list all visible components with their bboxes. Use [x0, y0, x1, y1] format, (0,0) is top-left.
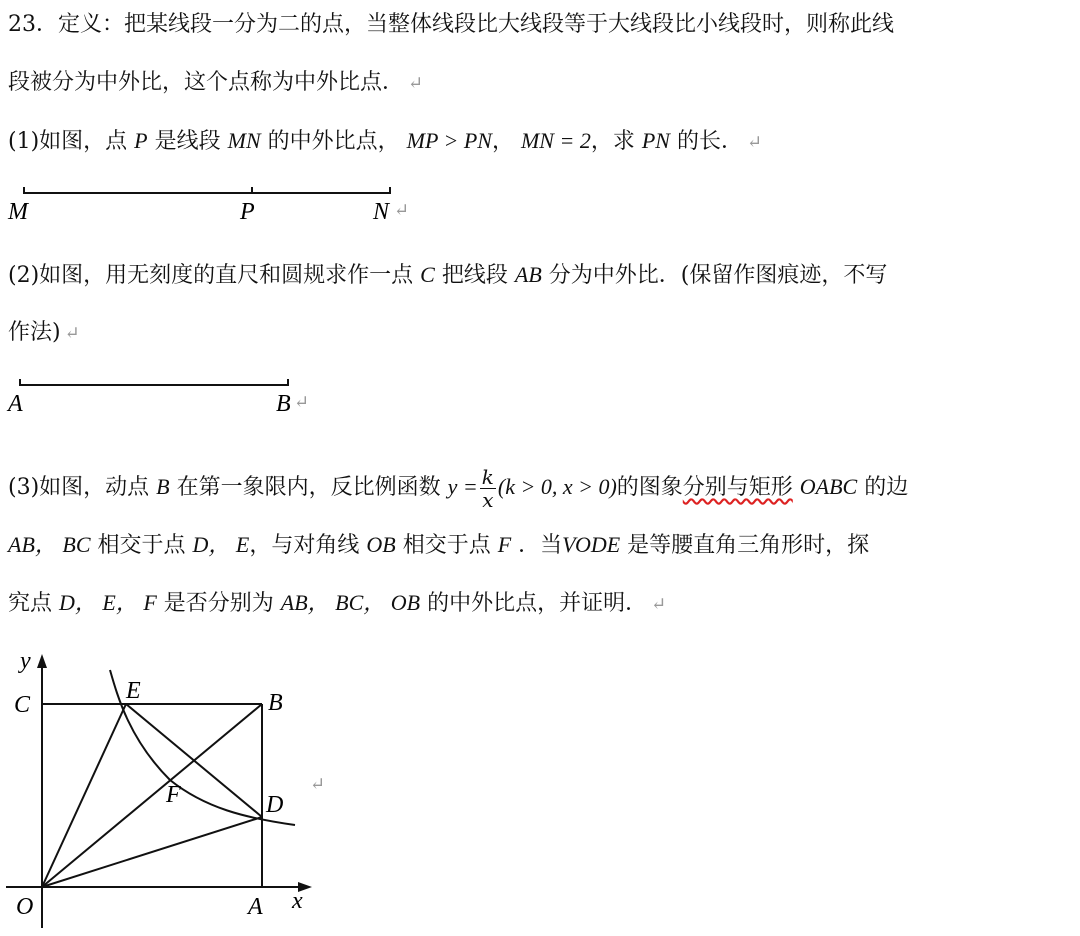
part3-line-1: (3)如图，动点 B 在第一象限内，反比例函数 y = $\frac{k}{x}$ (k > 0, x > 0)的图象分别与矩形 OABC 的边: [8, 464, 909, 512]
math-AB-BC-OB: AB， BC， OB: [280, 590, 421, 615]
part1-line: (1)如图，点 P 是线段 MN 的中外比点， MP > PN， MN = 2，求 PN 的长． ↵: [8, 128, 763, 154]
part3-line-3: 究点 D， E， F 是否分别为 AB， BC， OB 的中外比点，并证明． ↵: [8, 590, 667, 616]
math-MN: MN: [227, 128, 261, 153]
math-F: F: [497, 532, 512, 557]
return-icon: ↵: [294, 392, 310, 412]
return-icon: ↵: [408, 73, 424, 94]
math-P: P: [134, 128, 148, 153]
label-O: O: [16, 894, 34, 920]
part2-line-2: 作法) ↵: [8, 320, 80, 345]
return-icon: ↵: [394, 200, 410, 220]
part3-line-2: AB， BC 相交于点 D， E，与对角线 OB 相交于点 F ．当VODE 是等腰直角三角形时，探: [8, 532, 870, 558]
math-PN: PN: [641, 128, 670, 153]
part2-line-1: (2)如图，用无刻度的直尺和圆规求作一点 C 把线段 AB 分为中外比．(保留作图痕迹，不写: [8, 262, 888, 288]
math-condition: (k > 0, x > 0): [497, 474, 617, 499]
figure-segment-AB: [0, 372, 340, 422]
y-axis-arrow-icon: [37, 654, 47, 668]
label-x: x: [292, 888, 303, 914]
return-icon: ↵: [651, 594, 667, 615]
fraction-k-over-x: $\frac{k}{x}$: [481, 464, 494, 512]
label-E: E: [126, 678, 141, 704]
label-D: D: [266, 792, 284, 818]
math-D-E: D， E: [192, 532, 250, 557]
math-MP-gt-PN: MP > PN: [406, 128, 492, 153]
segment-OE: [42, 704, 126, 887]
figure-coordinate-rectangle: [0, 640, 360, 930]
figure-segment-MN: [0, 180, 440, 230]
math-y-eq: y =: [447, 474, 478, 499]
label-B: B: [268, 690, 283, 716]
label-N: N: [373, 199, 390, 225]
math-OABC: OABC: [799, 474, 858, 499]
math-VODE: VODE: [562, 532, 621, 557]
label-M: M: [8, 199, 28, 225]
label-C: C: [14, 692, 31, 718]
math-C: C: [420, 262, 435, 287]
math-AB-BC: AB， BC: [8, 532, 91, 557]
diagonal-OB: [42, 704, 262, 887]
return-icon: ↵: [64, 323, 80, 344]
math-OB: OB: [366, 532, 396, 557]
label-A: A: [8, 391, 23, 417]
definition-line-1: 23．定义：把某线段一分为二的点，当整体线段比大线段等于大线段比小线段时，则称此线: [8, 12, 894, 37]
definition-line-2: 段被分为中外比，这个点称为中外比点． ↵: [8, 70, 424, 95]
label-A: A: [248, 894, 263, 920]
return-icon: ↵: [310, 774, 326, 794]
label-F: F: [166, 782, 181, 808]
spellcheck-underline: 分别与矩形: [682, 475, 793, 500]
math-B: B: [156, 474, 170, 499]
label-P: P: [240, 199, 255, 225]
segment-OD: [42, 817, 262, 887]
label-y: y: [20, 648, 31, 674]
math-D-E-F: D， E， F: [59, 590, 157, 615]
return-icon: ↵: [747, 132, 763, 153]
label-B: B: [276, 391, 291, 417]
math-MN-eq-2: MN = 2: [520, 128, 591, 153]
math-AB: AB: [514, 262, 542, 287]
